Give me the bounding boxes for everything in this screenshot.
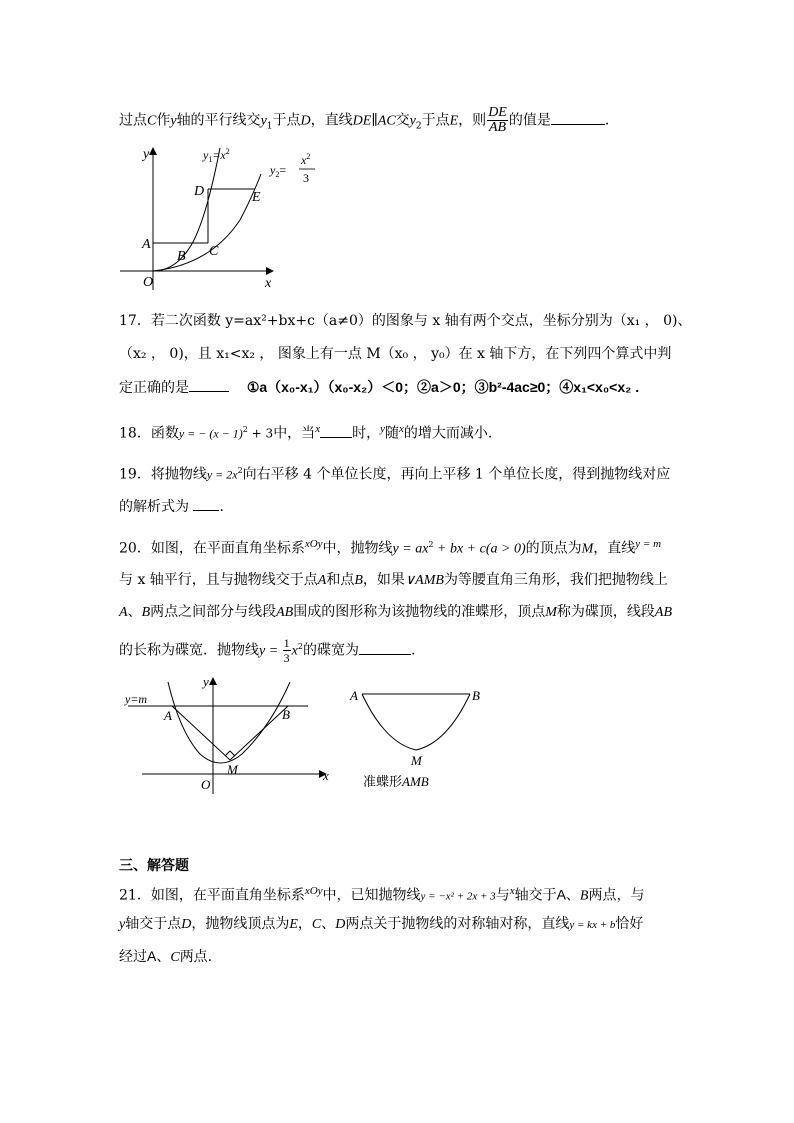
right-angle-mark [225, 751, 235, 756]
q19-line2: 的解析式为 . [119, 496, 224, 518]
fig2-origin-label: O [201, 777, 211, 792]
q21-line3: 经过A、C两点. [119, 948, 213, 965]
label-y1-eq: $y_1=x^2$ [203, 147, 230, 164]
label-C: C [209, 244, 219, 259]
parabola [168, 682, 290, 763]
label-M: M [227, 762, 238, 777]
label-ym: y=m [125, 692, 148, 706]
q20-line4: 的长称为碟宽．抛物线y = $\frac{1}{3}$ $x^2$的碟宽为 . [119, 636, 416, 666]
label-D: D [194, 184, 205, 199]
de-over-ab-fraction: $\frac{DE}{AB}$ [488, 105, 507, 135]
q17-line1: 17．若二次函数 y=ax²+bx+c（a≠0）的图象与 x 轴有两个交点，坐标分别为（x₁ ， 0)、 [119, 313, 692, 329]
q17-line2: （x₂ ， 0)，且 x₁<x₂ ， 图象上有一点 M（x₀ ， y₀）在 x 轴下方，在下列四个算式中判 [119, 346, 672, 362]
caption: 准蝶形AMB [363, 774, 429, 790]
triangle-AMB [172, 706, 288, 760]
answer-blank[interactable] [320, 423, 352, 438]
label-y2-eq: $y_2=$ [270, 163, 287, 179]
answer-blank[interactable] [359, 640, 411, 655]
label-A: A [164, 708, 172, 723]
figure-butterfly-shape [345, 683, 495, 793]
y2-numerator: $x^2$ [301, 152, 311, 167]
q18-line: 18．函数y = − $(x - 1)^2 + 3$中，当$^x$ 时，$^y$随$^x$的增大而减小. [119, 423, 493, 442]
fig1-x-axis-label: x [265, 276, 272, 291]
fig1-origin-label: O [143, 275, 154, 290]
label-E: E [252, 190, 261, 205]
answer-blank[interactable] [193, 496, 219, 511]
y2-denominator: 3 [303, 171, 309, 185]
q19-line1: 19．将抛物线$y = 2x^2$向右平移 4 个单位长度，再向上平移 1 个单位长度，得到抛物线对应 [119, 466, 671, 483]
q20-line3: A、B两点之间部分与线段AB围成的图形称为该抛物线的准蝶形，顶点M称为碟顶，线段AB [119, 604, 673, 620]
label-A: A [142, 237, 151, 252]
q16-line: 过点C作y轴的平行线交$y_1$于点D，直线DE∥AC交$y_2$于点E，则 $\frac{DE}{AB}$ 的值是 . [119, 105, 610, 135]
parabola-arc [362, 694, 470, 750]
answer-blank[interactable] [189, 377, 229, 392]
fig2-x-axis-label: x [323, 768, 329, 783]
answer-blank[interactable] [551, 110, 605, 125]
q21-line2: y轴交于点D，抛物线顶点为E，C、D两点关于抛物线的对称轴对称，直线y = kx + b恰好 [119, 916, 644, 932]
label-B: B [282, 707, 290, 722]
section-heading: 三、解答题 [119, 858, 189, 874]
label-M: M [411, 753, 422, 768]
figure-parabolas-y1-y2 [115, 140, 335, 295]
q17-line3: 定正确的是 ①a（x₀-x₁）（x₀-x₂）＜0；②a＞0；③b²-4ac≥0；④x₁<x₀<x₂ . [119, 379, 640, 396]
label-B: B [177, 249, 186, 264]
fig2-y-axis-label: y [203, 674, 209, 689]
q20-line1: 20．如图，在平面直角坐标系$^{xOy}$中，抛物线$y = ax^2$ + bx + c(a > 0)的顶点为M，直线$^{y = m}$ [119, 538, 662, 557]
q20-line2: 与 x 轴平行，且与抛物线交于点A和点B，如果∨AMB为等腰直角三角形，我们把抛物线上 [119, 572, 668, 588]
one-third-fraction: $\frac{1}{3}$ [283, 636, 290, 666]
q21-line1: 21．如图，在平面直角坐标系$^{xOy}$中，已知抛物线y = −x² + 2x + 3与$^x$轴交于A、B两点，与 [119, 885, 645, 904]
figure-butterfly-coordinate [120, 672, 340, 797]
label-B: B [472, 688, 480, 703]
label-A: A [350, 688, 358, 703]
fig1-y-axis-label: y [143, 147, 150, 162]
